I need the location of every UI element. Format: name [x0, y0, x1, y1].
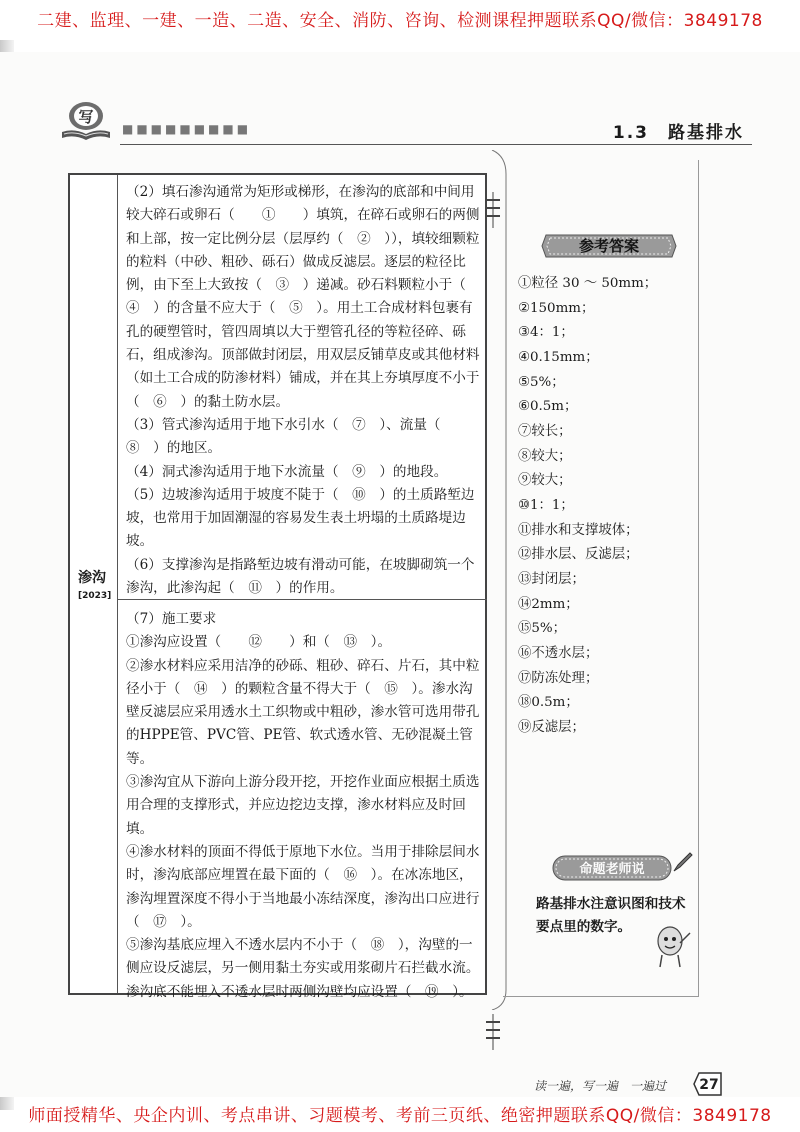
- paragraph: ⑤渗沟基底应埋入不透水层内不小于（ ⑱ ），沟壁的一侧应设反滤层，另一侧用黏土夯实或用浆砌片石拦截水流。渗沟底不能埋入不透水层时两侧沟壁均应设置（ ⑲ ）。: [126, 937, 480, 1000]
- top-ad-banner: 二建、监理、一建、一造、二造、安全、消防、咨询、检测课程押题联系QQ/微信：3849178: [37, 11, 763, 31]
- row-label: 渗沟: [78, 570, 106, 586]
- answer-item: ④0.15mm；: [518, 349, 599, 365]
- paragraph: （7）施工要求: [126, 611, 217, 627]
- answer-item: ⑯不透水层；: [518, 645, 599, 661]
- answer-item: ⑮5%；: [518, 621, 567, 637]
- content-table: [68, 173, 487, 1000]
- answer-item: ⑤5%；: [518, 374, 565, 390]
- paragraph: ①渗沟应设置（ ⑫ ）和（ ⑬ ）。: [126, 634, 392, 651]
- answer-item: ⑨较大；: [518, 473, 572, 489]
- content-block-1: [126, 181, 480, 600]
- answer-item: ⑬封闭层；: [518, 571, 585, 587]
- pencil-icon: [672, 851, 694, 873]
- block-divider: [118, 599, 487, 600]
- book-logo-icon: [58, 98, 114, 142]
- answer-item: ⑭2mm；: [518, 596, 579, 612]
- paragraph: （4）洞式渗沟适用于地下水流量（ ⑨ ）的地段。: [126, 463, 448, 480]
- spring-binding-icon: [484, 1014, 502, 1050]
- teacher-note: [522, 855, 694, 965]
- paragraph: ②渗水材料应采用洁净的砂砾、粗砂、碎石、片石，其中粒径小于（ ⑭ ）的颗粒含量不得大于（ ⑮ ）。渗水沟壁反滤层应采用透水土工织物或中粗砂，渗水管可选用带孔的HPPE管、PVC管、PE管、软式透水管、无砂混凝土管等。: [126, 657, 480, 767]
- row-year: [2023]: [78, 591, 112, 601]
- answer-item: ⑱0.5m；: [518, 695, 579, 711]
- content-block-2: [126, 608, 480, 1004]
- answer-item: ⑥0.5m；: [518, 399, 578, 415]
- page-number-label: 27: [699, 1077, 719, 1093]
- header-rule: [120, 144, 752, 145]
- paragraph: （3）管式渗沟适用于地下水引水（ ⑦ ）、流量（ ⑧ ）的地区。: [126, 416, 455, 457]
- section-title: 1.3 路基排水: [612, 123, 744, 143]
- label-column: [70, 175, 118, 993]
- answer-item: ⑫排水层、反滤层；: [518, 547, 639, 563]
- answer-item: ②150mm；: [518, 300, 595, 316]
- paragraph: ③渗沟宜从下游向上游分段开挖，开挖作业面应根据土质选用合理的支撑形式，并应边挖边支撑，渗水材料应及时回填。: [126, 774, 480, 837]
- answer-item: ⑲反滤层；: [518, 719, 585, 735]
- answer-title: 参考答案: [578, 237, 640, 255]
- footer-slogan: 读一遍，写一遍 一遍过: [534, 1079, 667, 1093]
- answer-item: ⑰防冻处理；: [518, 670, 599, 686]
- answer-item: ⑧较大；: [518, 448, 572, 464]
- teacher-note-text: 路基排水注意识图和技术要点里的数字。: [536, 896, 686, 935]
- bottom-ad-banner: 师面授精华、央企内训、考点串讲、习题模考、考前三页纸、绝密押题联系QQ/微信：3849178: [28, 1106, 772, 1126]
- answer-list: [518, 272, 688, 740]
- paragraph: （6）支撑渗沟是指路堑边坡有滑动可能，在坡脚砌筑一个渗沟，此渗沟起（ ⑪ ）的作用。: [126, 556, 475, 597]
- page-header: [58, 98, 748, 148]
- answer-item: ①粒径 30 ～ 50mm；: [518, 276, 658, 291]
- paragraph: （2）填石渗沟通常为矩形或梯形，在渗沟的底部和中间用较大碎石或卵石（ ① ）填筑，在碎石或卵石的两侧和上部，按一定比例分层（层厚约（ ② ）），填较细颗粒的粒料（中砂、粗砂、砾石）做成反滤层。逐层的粒径比例，由下至上大致按（ ③ ）递减。砂石料颗粒小于（ ④ ）的含量不应大于（ ⑤ ）。用土工合成材料包裹有孔的硬塑管时，管四周填以大于塑管孔径的等粒径碎、砾石，组成渗沟。顶部做封闭层，用双层反铺草皮或其他材料（如土工合成的防渗材料）铺成，并在其上夯填厚度不小于（ ⑥ ）的黏土防水层。: [126, 184, 480, 410]
- page-number: [693, 1071, 723, 1097]
- teacher-tag: [552, 855, 672, 881]
- mascot-icon: [650, 919, 692, 969]
- paragraph: （5）边坡渗沟适用于坡度不陡于（ ⑩ ）的土质路堑边坡，也常用于加固潮湿的容易发生表土坍塌的土质路堤边坡。: [126, 486, 475, 550]
- answer-item: ⑩1：1；: [518, 497, 574, 513]
- paragraph: ④渗水材料的顶面不得低于原地下水位。当用于排除层间水时，渗沟底部应埋置在最下面的（ ⑯ ）。在冰冻地区，渗沟埋置深度不得小于当地最小冻结深度，渗沟出口应进行（ ⑰ ）。: [126, 843, 480, 930]
- answer-item: ③4：1；: [518, 325, 574, 341]
- logo-char: 写: [78, 108, 94, 126]
- answer-item: ⑦较长；: [518, 423, 572, 439]
- answer-title-tag: [540, 231, 678, 261]
- answer-item: ⑪排水和支撑坡体；: [518, 522, 639, 538]
- header-dots: ■■■■■■■■■: [122, 122, 252, 136]
- teacher-tag-label: 命题老师说: [579, 862, 645, 877]
